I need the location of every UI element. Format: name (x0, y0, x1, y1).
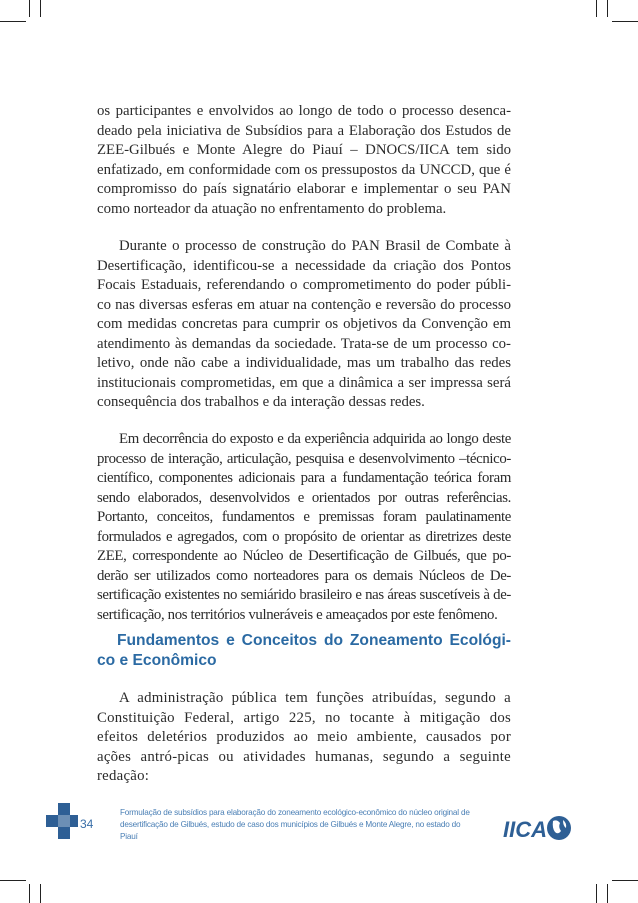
body-text-block-1 (97, 102, 511, 219)
footer-line-2: desertificação de Gilbués, estudo de caso dos municípios de Gilbués e Monte Alegre, no estado do Piauí (120, 820, 461, 841)
paragraph: Durante o processo de construção do PAN Brasil de Combate à Desertificação, identificou-se a necessidade da criação dos Pontos Focais Estaduais, referendando o comprometimento do poder públi-co nas diversas esferas em atuar na contenção e reversão do processo com medidas concretas para cumprir os objetivos da Convenção em atendimento às demandas da sociedade. Trata-se de um processo co-letivo, onde não cabe a individualidade, mas um trabalho das redes institucionais comprometidas, em que a dinâmica a ser impressa será consequência dos trabalhos e da interação dessas redes. (97, 238, 511, 410)
iica-logo (503, 811, 573, 845)
body-text-block-4 (97, 689, 511, 787)
paragraph: A administração pública tem funções atribuídas, segundo a Constituição Federal, artigo 225, no tocante à mitigação dos efeitos deletérios produzidos ao meio ambiente, causados por ações antró-picas ou atividades humanas, segundo a seguinte redação: (97, 690, 511, 784)
footer-line-1: Formulação de subsídios para elaboração do zoneamento ecológico-econômico do núcleo original de (120, 808, 470, 817)
section-heading: Fundamentos e Conceitos do Zoneamento Ecológi-co e Econômico (97, 632, 511, 669)
logo-text: IICA (503, 817, 547, 842)
footer-caption (120, 807, 480, 843)
body-text-block-2 (97, 237, 511, 413)
paragraph: os participantes e envolvidos ao longo de todo o processo desenca-deado pela iniciativa de Subsídios para a Elaboração dos Estudos de ZEE-Gilbués e Monte Alegre do Piauí – DNOCS/IICA tem sido enfatizado, em conformidade com os pressupostos da UNCCD, que é compromisso do país signatário elaborar e implementar o seu PAN como norteador da atuação no enfrentamento do problema. (97, 103, 511, 217)
paragraph: Em decorrência do exposto e da experiência adquirida ao longo deste processo de interação, articulação, pesquisa e desenvolvimento –técnico-científico, componentes adicionais para a fundamentação teórica foram sendo elaborados, desenvolvidos e orientados por outras referências. Portanto, conceitos, fundamentos e premissas foram paulatinamente formulados e agregados, com o propósito de orientar as diretrizes deste ZEE, correspondente ao Núcleo de Desertificação de Gilbués, que po-derão ser utilizados como norteadores para os demais Núcleos de De-sertificação existentes no semiárido brasileiro e nas áreas suscetíveis à de-sertificação, nos territórios vulneráveis e ameaçados por este fenômeno. (97, 431, 511, 623)
page-number: 34 (80, 817, 94, 831)
body-text-block-3 (97, 430, 511, 625)
